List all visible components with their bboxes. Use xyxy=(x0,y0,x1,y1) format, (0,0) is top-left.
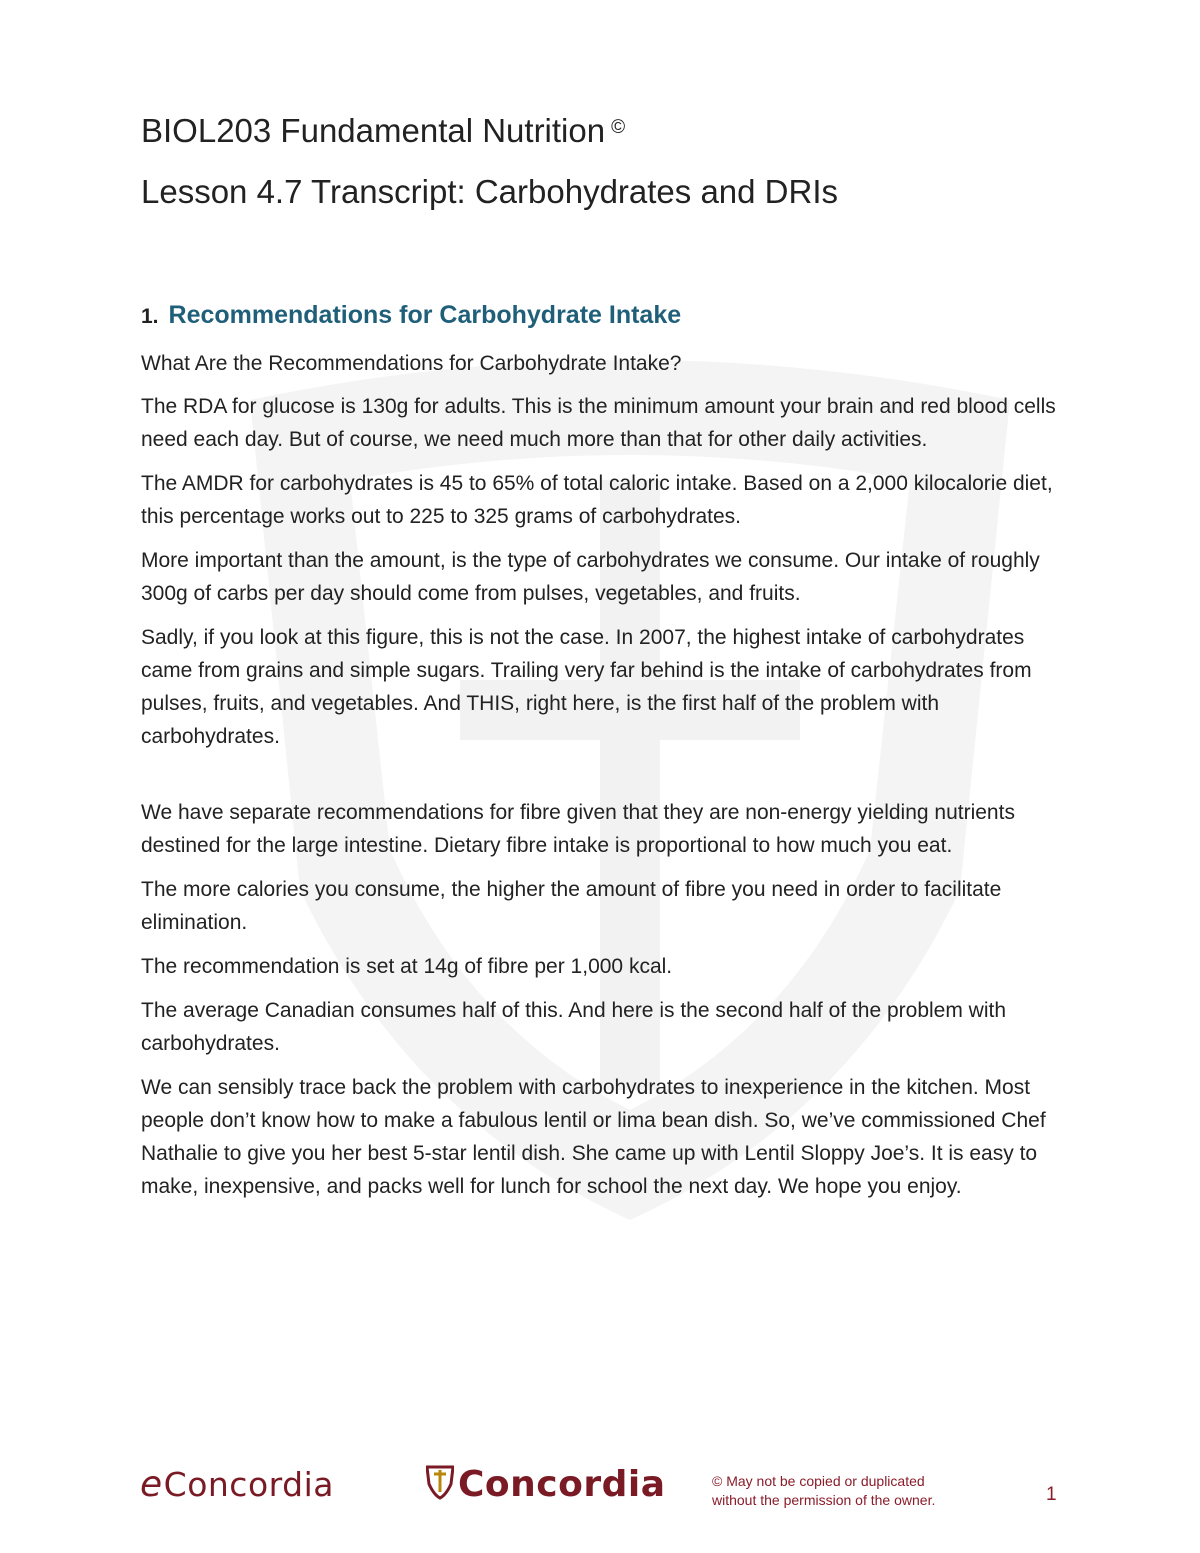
paragraph: The AMDR for carbohydrates is 45 to 65% of total caloric intake. Based on a 2,000 kilocalorie diet, this percentage works out to 225 to 325 grams of carbohydrates. xyxy=(141,472,1053,528)
paragraph: The more calories you consume, the higher the amount of fibre you need in order to facilitate elimination. xyxy=(141,878,1002,934)
page-number: 1 xyxy=(1046,1484,1057,1505)
paragraph: Sadly, if you look at this figure, this is not the case. In 2007, the highest intake of carbohydrates came from grains and simple sugars. Trailing very far behind is the intake of carbohydrates from pulses, fruits, and vegetables. And THIS, right here, is the first half of the problem with carbohydrates. xyxy=(141,626,1032,748)
lesson-title: Lesson 4.7 Transcript: Carbohydrates and DRIs xyxy=(141,173,839,210)
concordia-crest-icon xyxy=(426,1464,454,1500)
paragraph: More important than the amount, is the type of carbohydrates we consume. Our intake of roughly 300g of carbs per day should come from pulses, vegetables, and fruits. xyxy=(141,549,1040,605)
concordia-logo: Concordia xyxy=(426,1464,666,1505)
paragraph: The RDA for glucose is 130g for adults. This is the minimum amount your brain and red blood cells need each day. But of course, we need much more than that for other daily activities. xyxy=(141,395,1056,451)
copyright-notice: © May not be copied or duplicated without the permission of the owner. xyxy=(712,1473,936,1508)
paragraph: We have separate recommendations for fibre given that they are non-energy yielding nutrients destined for the large intestine. Dietary fibre intake is proportional to how much you eat. xyxy=(141,801,1015,857)
section-title: Recommendations for Carbohydrate Intake xyxy=(168,301,682,329)
paragraph: We can sensibly trace back the problem with carbohydrates to inexperience in the kitchen. Most people don’t know how to make a fabulous lentil or lima bean dish. So, we’ve commissioned Chef Nathalie to give you her best 5-star lentil dish. She came up with Lentil Sloppy Joe’s. It is easy to make, inexpensive, and packs well for lunch for school the next day. We hope you enjoy. xyxy=(141,1076,1046,1198)
page-footer xyxy=(0,1460,1200,1520)
paragraph: The recommendation is set at 14g of fibre per 1,000 kcal. xyxy=(141,955,673,978)
section-subtitle: What Are the Recommendations for Carbohydrate Intake? xyxy=(141,352,682,375)
copyright-symbol: © xyxy=(611,117,626,138)
paragraph: The average Canadian consumes half of this. And here is the second half of the problem with carbohydrates. xyxy=(141,999,1007,1055)
course-title: BIOL203 Fundamental Nutrition © xyxy=(141,112,626,149)
section-number: 1. xyxy=(141,305,159,328)
section-heading xyxy=(141,301,681,330)
econcordia-logo: eConcordia xyxy=(140,1464,334,1505)
transcript-body xyxy=(141,347,1061,1214)
